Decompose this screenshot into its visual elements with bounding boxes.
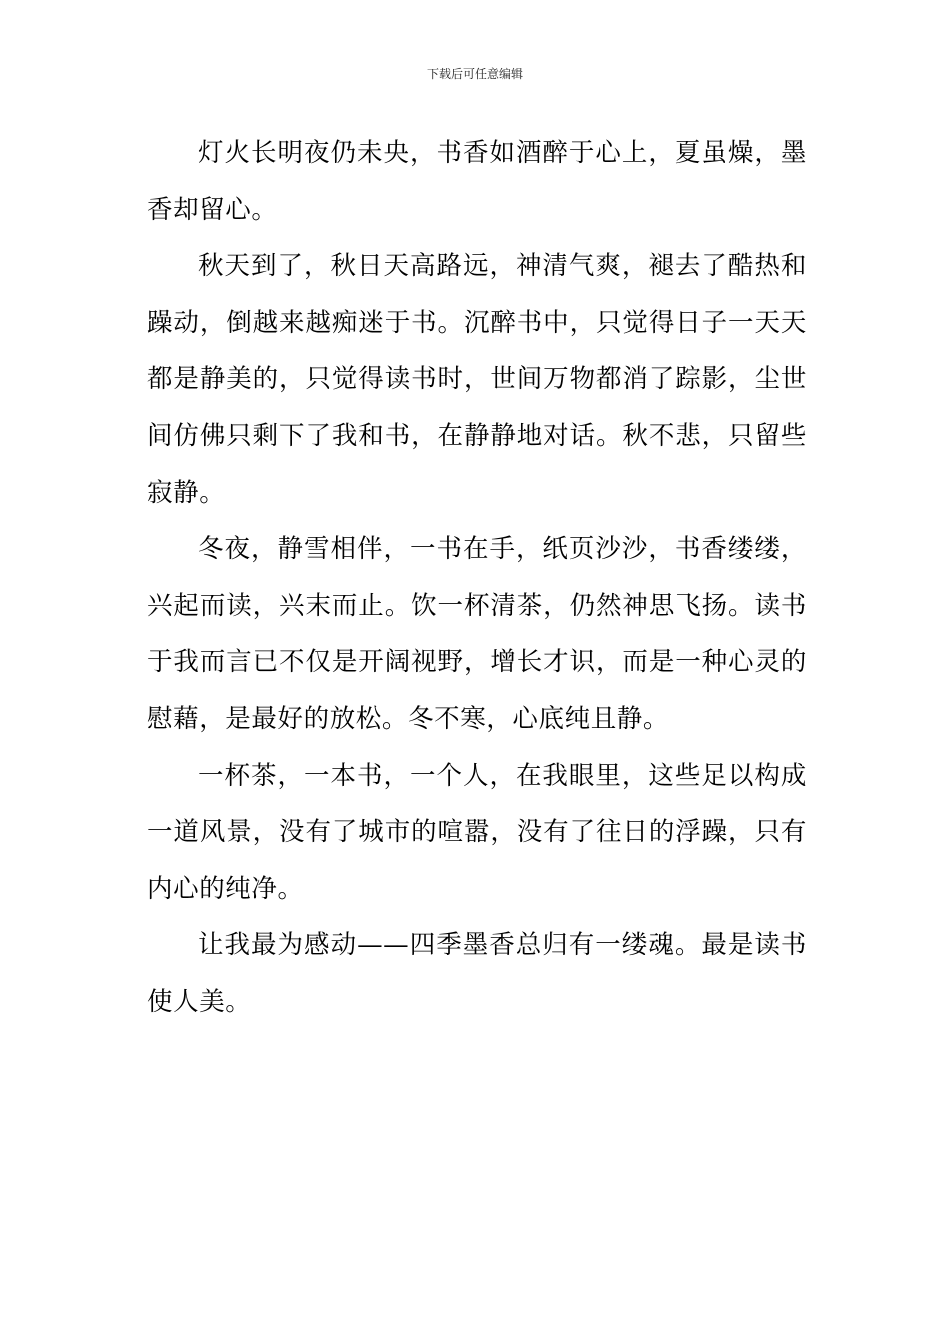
paragraph-winter: 冬夜，静雪相伴，一书在手，纸页沙沙，书香缕缕，兴起而读，兴末而止。饮一杯清茶，仍然神思飞扬。读书于我而言已不仅是开阔视野，增长才识，而是一种心灵的慰藉，是最好的放松。冬不寒，心底纯且静。	[147, 534, 807, 734]
page-header: 下载后可任意编辑	[426, 67, 523, 81]
paragraph-tea-book: 一杯茶，一本书，一个人，在我眼里，这些足以构成一道风景，没有了城市的喧嚣，没有了往日的浮躁，只有内心的纯净。	[147, 760, 807, 904]
document-body	[147, 125, 807, 1031]
paragraph-autumn: 秋天到了，秋日天高路远，神清气爽，褪去了酷热和躁动，倒越来越痴迷于书。沉醉书中，只觉得日子一天天都是静美的，只觉得读书时，世间万物都消了踪影，尘世间仿佛只剩下了我和书，在静静地对话。秋不悲，只留些寂静。	[147, 251, 807, 508]
paragraph-conclusion: 让我最为感动——四季墨香总归有一缕魂。最是读书使人美。	[147, 930, 807, 1017]
paragraph-summer: 灯火长明夜仍未央，书香如酒醉于心上，夏虽燥，墨香却留心。	[147, 138, 807, 225]
